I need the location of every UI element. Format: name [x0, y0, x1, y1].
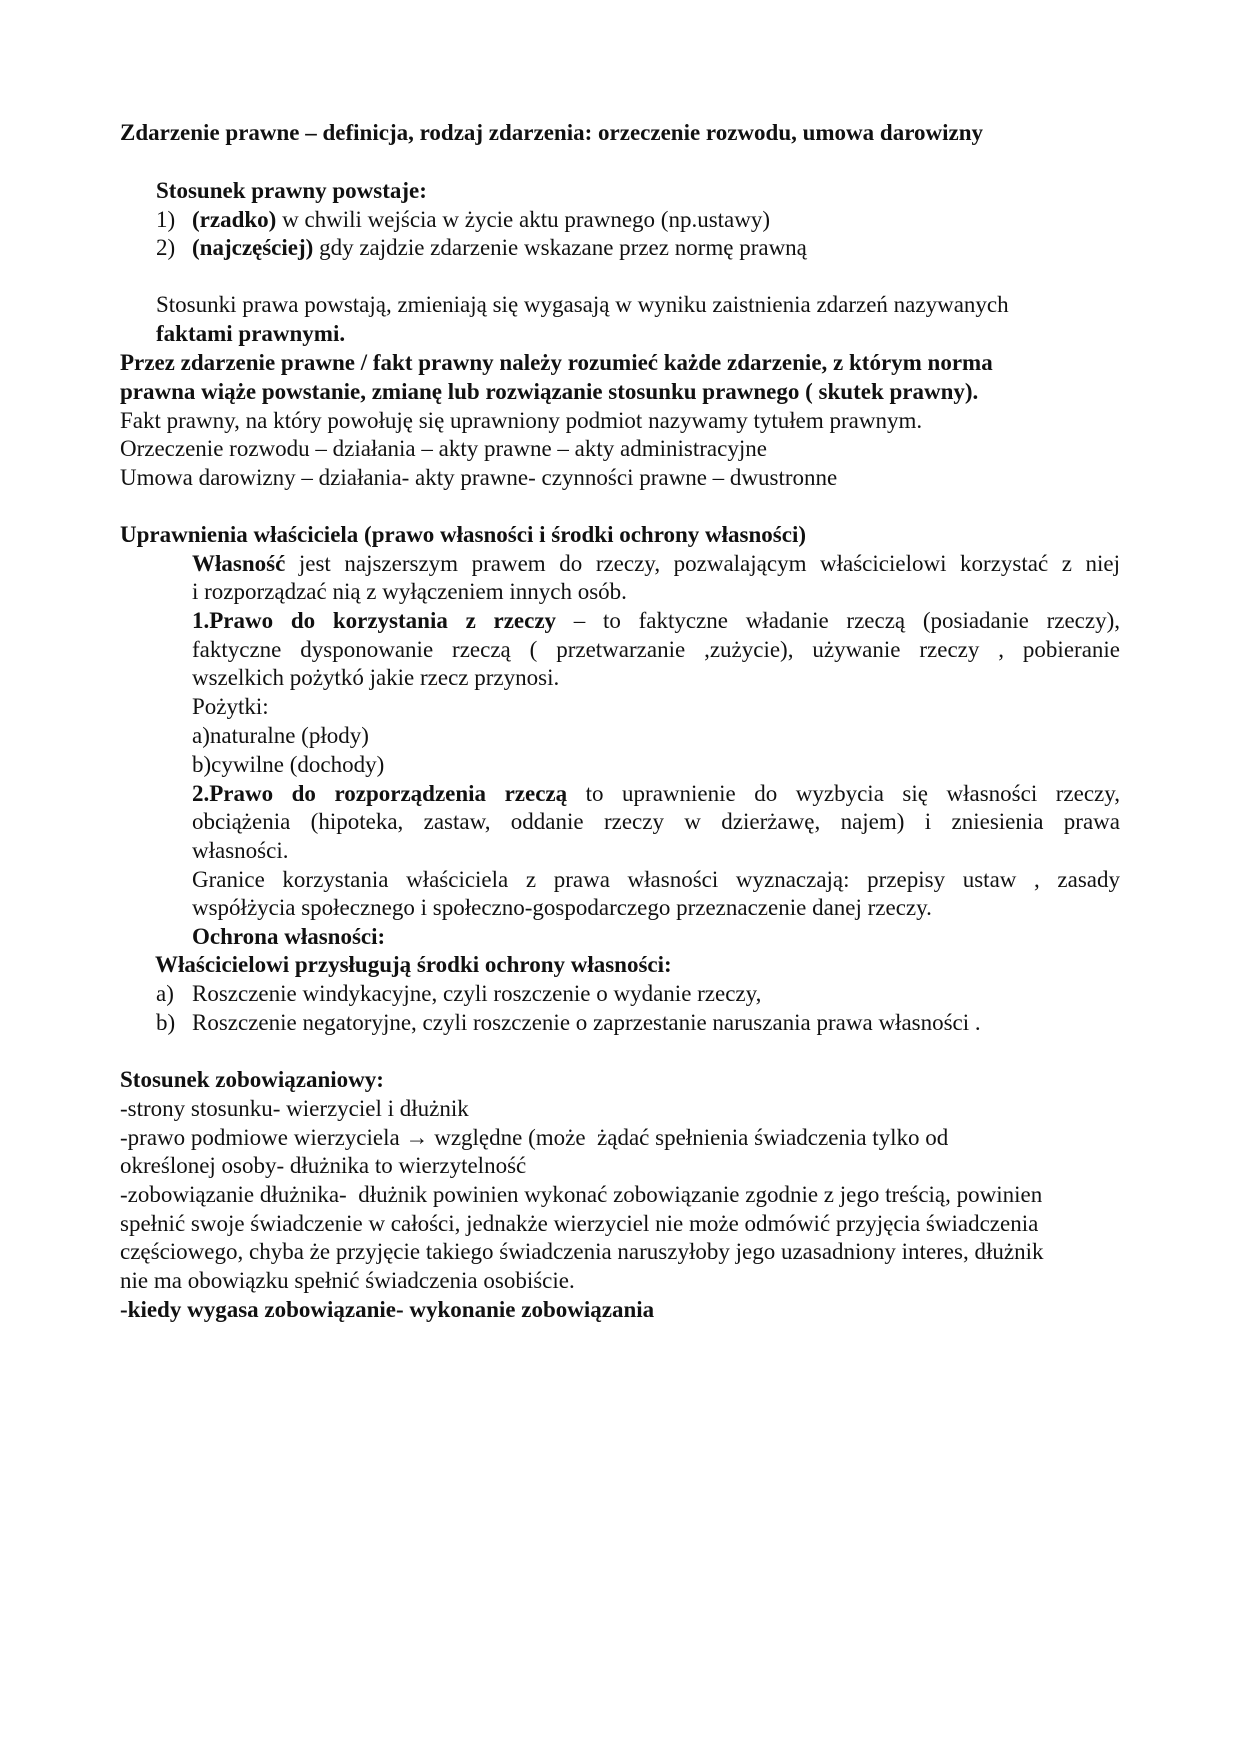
body-text: współżycia społecznego i społeczno-gospodarczego przeznaczenie danej rzeczy. — [192, 895, 932, 920]
list-marker: a) — [156, 981, 174, 1006]
bold-text: Stosunek zobowiązaniowy: — [120, 1067, 384, 1092]
paragraph-line — [120, 1180, 1042, 1209]
body-text: faktyczne dysponowanie rzeczą ( przetwarzanie ,zużycie), używanie rzeczy , pobieranie — [192, 637, 1120, 662]
paragraph-line — [120, 1266, 575, 1295]
body-text: Roszczenie negatoryjne, czyli roszczenie o zaprzestanie naruszania prawa własności . — [192, 1010, 981, 1035]
paragraph-line — [192, 807, 1120, 836]
document-title — [120, 118, 983, 147]
bold-text: Zdarzenie prawne – definicja, rodzaj zdarzenia: orzeczenie rozwodu, umowa darowizny — [120, 120, 984, 145]
subheading — [155, 950, 672, 979]
body-text: Pożytki: — [192, 694, 269, 719]
list-marker: 2) — [156, 235, 176, 260]
bold-text: Stosunek prawny powstaje: — [156, 178, 427, 203]
paragraph-line — [120, 1094, 469, 1123]
bold-text: (najczęściej) — [192, 235, 314, 260]
bold-text: (rzadko) — [192, 207, 277, 232]
body-text: nie ma obowiązku spełnić świadczenia osobiście. — [120, 1268, 575, 1293]
body-text: -prawo podmiowe wierzyciela → względne (może żądać spełnienia świadczenia tylko od — [120, 1125, 949, 1150]
paragraph-line — [120, 406, 922, 435]
paragraph-line — [192, 865, 1120, 894]
bold-text: 1.Prawo do korzystania z rzeczy — [192, 608, 557, 633]
bold-text: faktami prawnymi. — [156, 321, 346, 346]
body-text: częściowego, chyba że przyjęcie takiego świadczenia naruszyłoby jego uzasadniony interes, dłużnik — [120, 1239, 1044, 1264]
body-text: Orzeczenie rozwodu – działania – akty prawne – akty administracyjne — [120, 436, 767, 461]
body-text: gdy zajdzie zdarzenie wskazane przez normę prawną — [313, 235, 807, 260]
paragraph-line — [192, 577, 627, 606]
paragraph-line — [192, 549, 1120, 578]
subheading — [192, 922, 385, 951]
bold-text: 2.Prawo do rozporządzenia rzeczą — [192, 781, 568, 806]
body-text: własności. — [192, 838, 289, 863]
list-item — [156, 205, 771, 234]
body-text: obciążenia (hipoteka, zastaw, oddanie rzeczy w dzierżawę, najem) i zniesienia prawa — [192, 809, 1120, 834]
bold-text: Własność — [192, 551, 286, 576]
bold-text: prawna wiąże powstanie, zmianę lub rozwiązanie stosunku prawnego ( skutek prawny). — [120, 379, 979, 404]
definition-line — [120, 348, 993, 377]
bold-text: -kiedy wygasa zobowiązanie- wykonanie zobowiązania — [120, 1297, 655, 1322]
body-text: Stosunki prawa powstają, zmieniają się wygasają w wyniku zaistnienia zdarzeń nazywanych — [156, 292, 1009, 317]
body-text: spełnić swoje świadczenie w całości, jednakże wierzyciel nie może odmówić przyjęcia świadczenia — [120, 1211, 1039, 1236]
section-heading — [156, 176, 427, 205]
paragraph-line — [192, 606, 1120, 635]
paragraph-line — [156, 290, 1009, 319]
section-heading — [120, 1065, 384, 1094]
body-text: -strony stosunku- wierzyciel i dłużnik — [120, 1096, 469, 1121]
paragraph-line — [192, 663, 559, 692]
list-marker: b) — [156, 1010, 176, 1035]
body-text: określonej osoby- dłużnika to wierzytelność — [120, 1153, 527, 1178]
body-text: a)naturalne (płody) — [192, 723, 369, 748]
section-heading — [120, 520, 806, 549]
list-item — [156, 979, 762, 1008]
body-text: jest najszerszym prawem do rzeczy, pozwalającym właścicielowi korzystać z niej — [285, 551, 1120, 576]
bold-text: Uprawnienia właściciela (prawo własności i środki ochrony własności) — [120, 522, 806, 547]
body-text: Granice korzystania właściciela z prawa własności wyznaczają: przepisy ustaw , zasady — [192, 867, 1120, 892]
bold-text: Przez zdarzenie prawne / fakt prawny należy rozumieć każde zdarzenie, z którym norma — [120, 350, 993, 375]
definition-line — [120, 377, 978, 406]
paragraph-line — [120, 1209, 1038, 1238]
paragraph-line — [156, 319, 345, 348]
body-text: to uprawnienie do wyzbycia się własności rzeczy, — [567, 781, 1120, 806]
paragraph-line — [120, 1151, 526, 1180]
paragraph-line — [192, 750, 384, 779]
body-text: Roszczenie windykacyjne, czyli roszczenie o wydanie rzeczy, — [192, 981, 762, 1006]
paragraph-line — [120, 434, 767, 463]
paragraph-line — [120, 1123, 948, 1152]
body-text: i rozporządzać nią z wyłączeniem innych osób. — [192, 579, 627, 604]
bold-text: Właścicielowi przysługują środki ochrony własności: — [155, 952, 672, 977]
paragraph-line — [192, 692, 269, 721]
list-item — [156, 233, 807, 262]
paragraph-line — [192, 893, 932, 922]
paragraph-line — [192, 779, 1120, 808]
body-text: – to faktyczne władanie rzeczą (posiadanie rzeczy), — [556, 608, 1120, 633]
paragraph-line — [192, 836, 288, 865]
body-text: b)cywilne (dochody) — [192, 752, 385, 777]
body-text: wszelkich pożytkó jakie rzecz przynosi. — [192, 665, 560, 690]
paragraph-line — [192, 721, 369, 750]
paragraph-line — [120, 1295, 654, 1324]
list-item — [156, 1008, 981, 1037]
paragraph-line — [192, 635, 1120, 664]
bold-text: Ochrona własności: — [192, 924, 386, 949]
list-marker: 1) — [156, 207, 176, 232]
body-text: Umowa darowizny – działania- akty prawne- czynności prawne – dwustronne — [120, 465, 838, 490]
paragraph-line — [120, 463, 837, 492]
body-text: Fakt prawny, na który powołuję się uprawniony podmiot nazywamy tytułem prawnym. — [120, 408, 923, 433]
body-text: w chwili wejścia w życie aktu prawnego (np.ustawy) — [276, 207, 771, 232]
body-text: -zobowiązanie dłużnika- dłużnik powinien wykonać zobowiązanie zgodnie z jego treścią, powinien — [120, 1182, 1043, 1207]
paragraph-line — [120, 1237, 1043, 1266]
